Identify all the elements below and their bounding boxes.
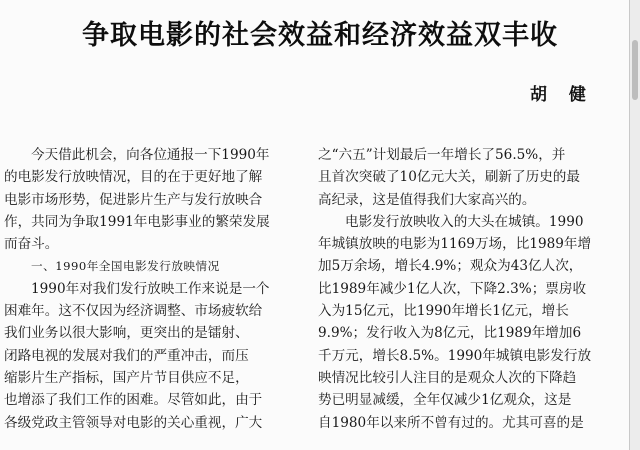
text-line: 加5万余场，增长4.9%；观众为43亿人次，: [318, 258, 583, 275]
text-line: 1990年对我们发行放映工作来说是一个: [31, 280, 270, 297]
scrollbar[interactable]: [629, 0, 640, 450]
text-line: 电影市场形势，促进影片生产与发行放映合: [4, 191, 263, 208]
scrollbar-thumb[interactable]: [632, 40, 638, 100]
text-line: 我们业务以很大影响，更突出的是镭射、: [4, 325, 249, 342]
text-line: 今天借此机会，向各位通报一下1990年: [31, 147, 270, 163]
text-line: 的电影发行放映情况，目的在于更好地了解: [4, 169, 263, 186]
text-line: 也增添了我们工作的困难。尽管如此，由于: [4, 392, 263, 409]
text-line: 势已明显减缓，全年仅减少1亿观众，这是: [318, 392, 572, 409]
text-line: 各级党政主管领导对电影的关心重视，广大: [4, 414, 263, 431]
text-line: 高纪录，这是值得我们大家高兴的。: [318, 191, 536, 208]
text-line: 千万元，增长8.5%。1990年城镇电影发行放: [318, 347, 592, 364]
text-line: 比1989年减少1亿人次，下降2.3%；票房收: [318, 280, 587, 297]
article-title: 争取电影的社会效益和经济效益双丰收: [82, 20, 558, 51]
text-line: 而奋斗。: [4, 236, 59, 253]
text-line: 闭路电视的发展对我们的严重冲击，而压: [4, 347, 249, 364]
text-line: 之“六五”计划最后一年增长了56.5%，并: [318, 147, 566, 163]
text-line: 电影发行放映收入的大头在城镇。1990: [345, 213, 584, 230]
text-line: 自1980年以来所不曾有过的。尤其可喜的是: [318, 414, 584, 431]
text-line: 作，共同为争取1991年电影事业的繁荣发展: [4, 213, 270, 230]
text-line: 缩影片生产指标，国产片节目供应不足，: [4, 369, 249, 386]
right-text-column: [318, 144, 614, 434]
text-line: 年城镇放映的电影为1169万场，比1989年增: [318, 236, 592, 253]
left-text-column: [4, 144, 300, 434]
text-line: 入为15亿元，比1990年增长1亿元，增长: [318, 303, 569, 320]
text-line: 映情况比较引人注目的是观众人次的下降趋: [318, 369, 577, 386]
text-line: 9.9%；发行收入为8亿元，比1989年增加6: [318, 325, 582, 342]
article-author: 胡 健: [530, 85, 594, 105]
text-line: 一、1990年全国电影发行放映情况: [31, 259, 220, 274]
text-line: 困难年。这不仅因为经济调整、市场疲软给: [4, 303, 263, 320]
text-line: 且首次突破了10亿元大关，刷新了历史的最: [318, 169, 580, 186]
